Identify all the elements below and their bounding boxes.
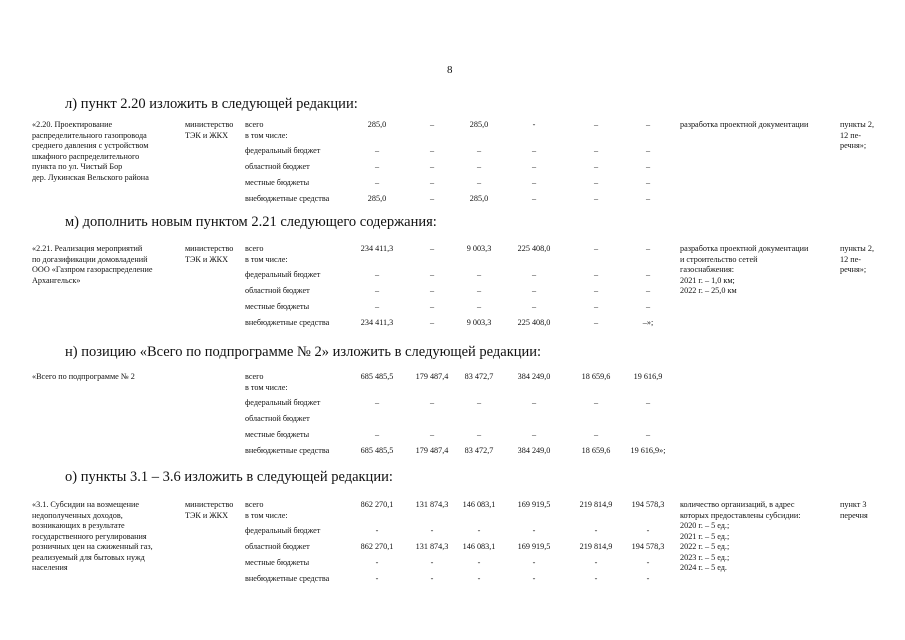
executor-line: министерство — [185, 500, 234, 509]
funding-value: - — [375, 526, 379, 536]
item-name-line: Архангельск» — [32, 275, 81, 285]
funding-value: – — [429, 317, 435, 327]
funding-value: – — [593, 120, 599, 129]
funding-value: 18 659,6 — [581, 372, 611, 381]
reference-line: пункты 2, — [840, 120, 874, 129]
reference-line: пункт 3 — [840, 500, 867, 509]
executor-line: министерство — [185, 120, 234, 129]
funding-value: - — [532, 120, 536, 129]
funding-source: в том числе: — [245, 382, 288, 392]
funding-value: –»; — [642, 317, 654, 327]
funding-value: 285,0 — [469, 120, 489, 129]
funding-value: - — [594, 573, 598, 583]
result-line: 2021 г. – 5 ед.; — [680, 531, 730, 541]
funding-value: – — [374, 301, 380, 311]
funding-value: 285,0 — [469, 193, 489, 203]
funding-source: местные бюджеты — [245, 429, 310, 439]
funding-value: - — [430, 573, 434, 583]
funding-value: - — [594, 526, 598, 536]
item-name-line: «2.21. Реализация мероприятий — [32, 244, 143, 253]
funding-source: внебюджетные средства — [245, 193, 330, 203]
funding-value: – — [531, 286, 537, 296]
funding-value: – — [429, 146, 435, 156]
item-name-line: населения — [32, 563, 68, 572]
funding-source: внебюджетные средства — [245, 445, 330, 455]
funding-value: – — [531, 177, 537, 187]
funding-value: – — [531, 301, 537, 311]
funding-value: 225 408,0 — [517, 244, 551, 253]
funding-value: – — [429, 177, 435, 187]
funding-value: - — [532, 573, 536, 583]
funding-value: - — [477, 573, 481, 583]
funding-value: – — [374, 162, 380, 172]
section-heading: н) позицию «Всего по подпрограмме № 2» изложить в следующей редакции: — [65, 344, 542, 360]
item-name-line: «Всего по подпрограмме № 2 — [32, 372, 135, 381]
reference-line: речня»; — [840, 141, 867, 150]
funding-value: 225 408,0 — [517, 317, 551, 327]
funding-source: местные бюджеты — [245, 557, 310, 567]
funding-value: – — [374, 286, 380, 296]
result-line: и строительство сетей — [680, 254, 758, 264]
result-line: количество организаций, в адрес — [680, 500, 795, 509]
funding-value: 219 814,9 — [579, 500, 613, 509]
funding-value: – — [593, 146, 599, 156]
funding-value: - — [532, 526, 536, 536]
funding-value: 169 919,5 — [517, 500, 551, 509]
funding-source: внебюджетные средства — [245, 317, 330, 327]
funding-value: 285,0 — [367, 120, 387, 129]
funding-value: – — [374, 270, 380, 280]
funding-value: – — [593, 286, 599, 296]
funding-source: местные бюджеты — [245, 177, 310, 187]
result-line: 2022 г. – 5 ед.; — [680, 542, 730, 551]
funding-value: 685 485,5 — [360, 445, 394, 455]
funding-value: - — [532, 557, 536, 567]
funding-value: – — [531, 270, 537, 280]
result-line: газоснабжения: — [680, 265, 735, 274]
funding-value: 862 270,1 — [360, 542, 394, 552]
funding-value: – — [429, 162, 435, 172]
item-name-line: по догазификации домовладений — [32, 254, 148, 264]
item-name-line: распределительного газопровода — [32, 130, 147, 140]
funding-value: – — [476, 146, 482, 156]
funding-value: 83 472,7 — [464, 445, 494, 455]
funding-value: 131 874,3 — [415, 542, 449, 552]
reference-line: перечня — [840, 510, 868, 520]
funding-value: – — [645, 177, 651, 187]
funding-source: всего — [245, 500, 264, 509]
item-name-line: ООО «Газпром газораспределение — [32, 265, 153, 274]
result-line: 2022 г. – 25,0 км — [680, 286, 737, 295]
reference-line: 12 пе- — [840, 130, 861, 140]
funding-value: - — [594, 557, 598, 567]
funding-value: 19 616,9»; — [630, 445, 666, 455]
funding-value: 179 487,4 — [415, 445, 449, 455]
funding-value: – — [593, 398, 599, 408]
funding-value: 146 083,1 — [462, 500, 496, 509]
funding-source: федеральный бюджет — [245, 526, 321, 536]
funding-source: в том числе: — [245, 254, 288, 264]
result-line: разработка проектной документации — [680, 244, 809, 253]
funding-value: - — [646, 573, 650, 583]
funding-value: – — [593, 177, 599, 187]
funding-value: 83 472,7 — [464, 372, 494, 381]
funding-value: – — [476, 429, 482, 439]
funding-source: внебюджетные средства — [245, 573, 330, 583]
funding-source: федеральный бюджет — [245, 398, 321, 408]
funding-value: – — [645, 120, 651, 129]
funding-source: всего — [245, 244, 264, 253]
funding-value: – — [645, 146, 651, 156]
item-name-line: среднего давления с устройством — [32, 141, 149, 150]
funding-value: - — [375, 557, 379, 567]
funding-value: - — [430, 557, 434, 567]
result-line: которых предоставлены субсидии: — [680, 510, 801, 520]
item-name-line: «2.20. Проектирование — [32, 120, 113, 129]
funding-value: – — [429, 244, 435, 253]
funding-value: – — [645, 162, 651, 172]
funding-value: - — [430, 526, 434, 536]
funding-value: – — [476, 177, 482, 187]
item-name-line: розничных цен на сжиженный газ, — [32, 542, 153, 551]
funding-value: – — [531, 398, 537, 408]
funding-value: – — [593, 270, 599, 280]
funding-value: – — [374, 398, 380, 408]
section-heading: о) пункты 3.1 – 3.6 изложить в следующей редакции: — [65, 469, 393, 485]
funding-value: - — [375, 573, 379, 583]
funding-value: 194 578,3 — [631, 500, 665, 509]
item-name-line: дер. Лукинская Вельского района — [32, 172, 149, 182]
funding-value: - — [477, 557, 481, 567]
funding-value: – — [645, 286, 651, 296]
funding-value: – — [593, 429, 599, 439]
reference-line: 12 пе- — [840, 254, 861, 264]
funding-value: – — [531, 193, 537, 203]
funding-value: – — [593, 244, 599, 253]
result-line: 2023 г. – 5 ед.; — [680, 552, 730, 562]
funding-value: – — [476, 301, 482, 311]
funding-value: – — [429, 270, 435, 280]
funding-source: всего — [245, 120, 264, 129]
funding-value: – — [593, 162, 599, 172]
funding-source: федеральный бюджет — [245, 146, 321, 156]
funding-source: федеральный бюджет — [245, 270, 321, 280]
result-line: разработка проектной документации — [680, 120, 809, 129]
funding-value: 18 659,6 — [581, 445, 611, 455]
funding-value: 169 919,5 — [517, 542, 551, 552]
funding-value: – — [593, 193, 599, 203]
section-heading: л) пункт 2.20 изложить в следующей редакции: — [65, 96, 358, 112]
funding-value: – — [645, 244, 651, 253]
funding-value: – — [645, 429, 651, 439]
reference-line: речня»; — [840, 265, 867, 274]
funding-value: 862 270,1 — [360, 500, 394, 509]
funding-value: – — [374, 146, 380, 156]
funding-value: 384 249,0 — [517, 445, 551, 455]
funding-value: 9 003,3 — [466, 244, 492, 253]
funding-value: – — [476, 286, 482, 296]
funding-value: 131 874,3 — [415, 500, 449, 509]
funding-value: – — [429, 429, 435, 439]
funding-value: – — [429, 286, 435, 296]
funding-value: – — [476, 270, 482, 280]
funding-value: – — [531, 162, 537, 172]
funding-value: 19 616,9 — [633, 372, 663, 381]
funding-value: – — [429, 398, 435, 408]
funding-value: – — [593, 317, 599, 327]
funding-value: – — [429, 301, 435, 311]
result-line: 2021 г. – 1,0 км; — [680, 275, 735, 285]
funding-value: – — [429, 193, 435, 203]
item-name-line: государственного регулирования — [32, 531, 147, 541]
funding-source: областной бюджет — [245, 162, 310, 172]
result-line: 2020 г. – 5 ед.; — [680, 521, 730, 530]
item-name-line: «3.1. Субсидии на возмещение — [32, 500, 140, 509]
funding-value: - — [646, 557, 650, 567]
funding-value: 194 578,3 — [631, 542, 665, 552]
funding-value: – — [645, 193, 651, 203]
funding-value: – — [374, 429, 380, 439]
funding-value: 219 814,9 — [579, 542, 613, 552]
funding-source: областной бюджет — [245, 286, 310, 296]
funding-value: 179 487,4 — [415, 372, 449, 381]
executor-line: ТЭК и ЖКХ — [185, 254, 229, 264]
funding-value: 234 411,3 — [360, 244, 394, 253]
funding-source: местные бюджеты — [245, 301, 310, 311]
executor-line: ТЭК и ЖКХ — [185, 130, 229, 140]
section-heading: м) дополнить новым пунктом 2.21 следующего содержания: — [65, 214, 437, 230]
funding-value: 146 083,1 — [462, 542, 496, 552]
funding-value: – — [645, 270, 651, 280]
funding-value: – — [645, 398, 651, 408]
funding-source: всего — [245, 372, 264, 381]
item-name-line: возникающих в результате — [32, 521, 125, 530]
funding-value: 384 249,0 — [517, 372, 551, 381]
funding-source: в том числе: — [245, 510, 288, 520]
funding-value: – — [476, 162, 482, 172]
executor-line: министерство — [185, 244, 234, 253]
item-name-line: шкафного распределительного — [32, 151, 140, 161]
funding-value: 685 485,5 — [360, 372, 394, 381]
funding-value: – — [645, 301, 651, 311]
funding-value: - — [477, 526, 481, 536]
funding-value: – — [374, 177, 380, 187]
item-name-line: пункта по ул. Чистый Бор — [32, 162, 123, 171]
result-line: 2024 г. – 5 ед. — [680, 563, 727, 572]
funding-value: 234 411,3 — [360, 317, 394, 327]
funding-value: – — [476, 398, 482, 408]
funding-value: 285,0 — [367, 193, 387, 203]
funding-source: в том числе: — [245, 130, 288, 140]
funding-source: областной бюджет — [245, 542, 310, 552]
item-name-line: недополученных доходов, — [32, 510, 123, 520]
executor-line: ТЭК и ЖКХ — [185, 510, 229, 520]
page-number: 8 — [447, 64, 453, 76]
funding-value: – — [531, 429, 537, 439]
funding-value: 9 003,3 — [466, 317, 492, 327]
funding-value: - — [646, 526, 650, 536]
reference-line: пункты 2, — [840, 244, 874, 253]
funding-value: – — [531, 146, 537, 156]
item-name-line: реализуемый для бытовых нужд — [32, 552, 145, 562]
funding-value: – — [593, 301, 599, 311]
funding-source: областной бюджет — [245, 414, 310, 424]
funding-value: – — [429, 120, 435, 129]
